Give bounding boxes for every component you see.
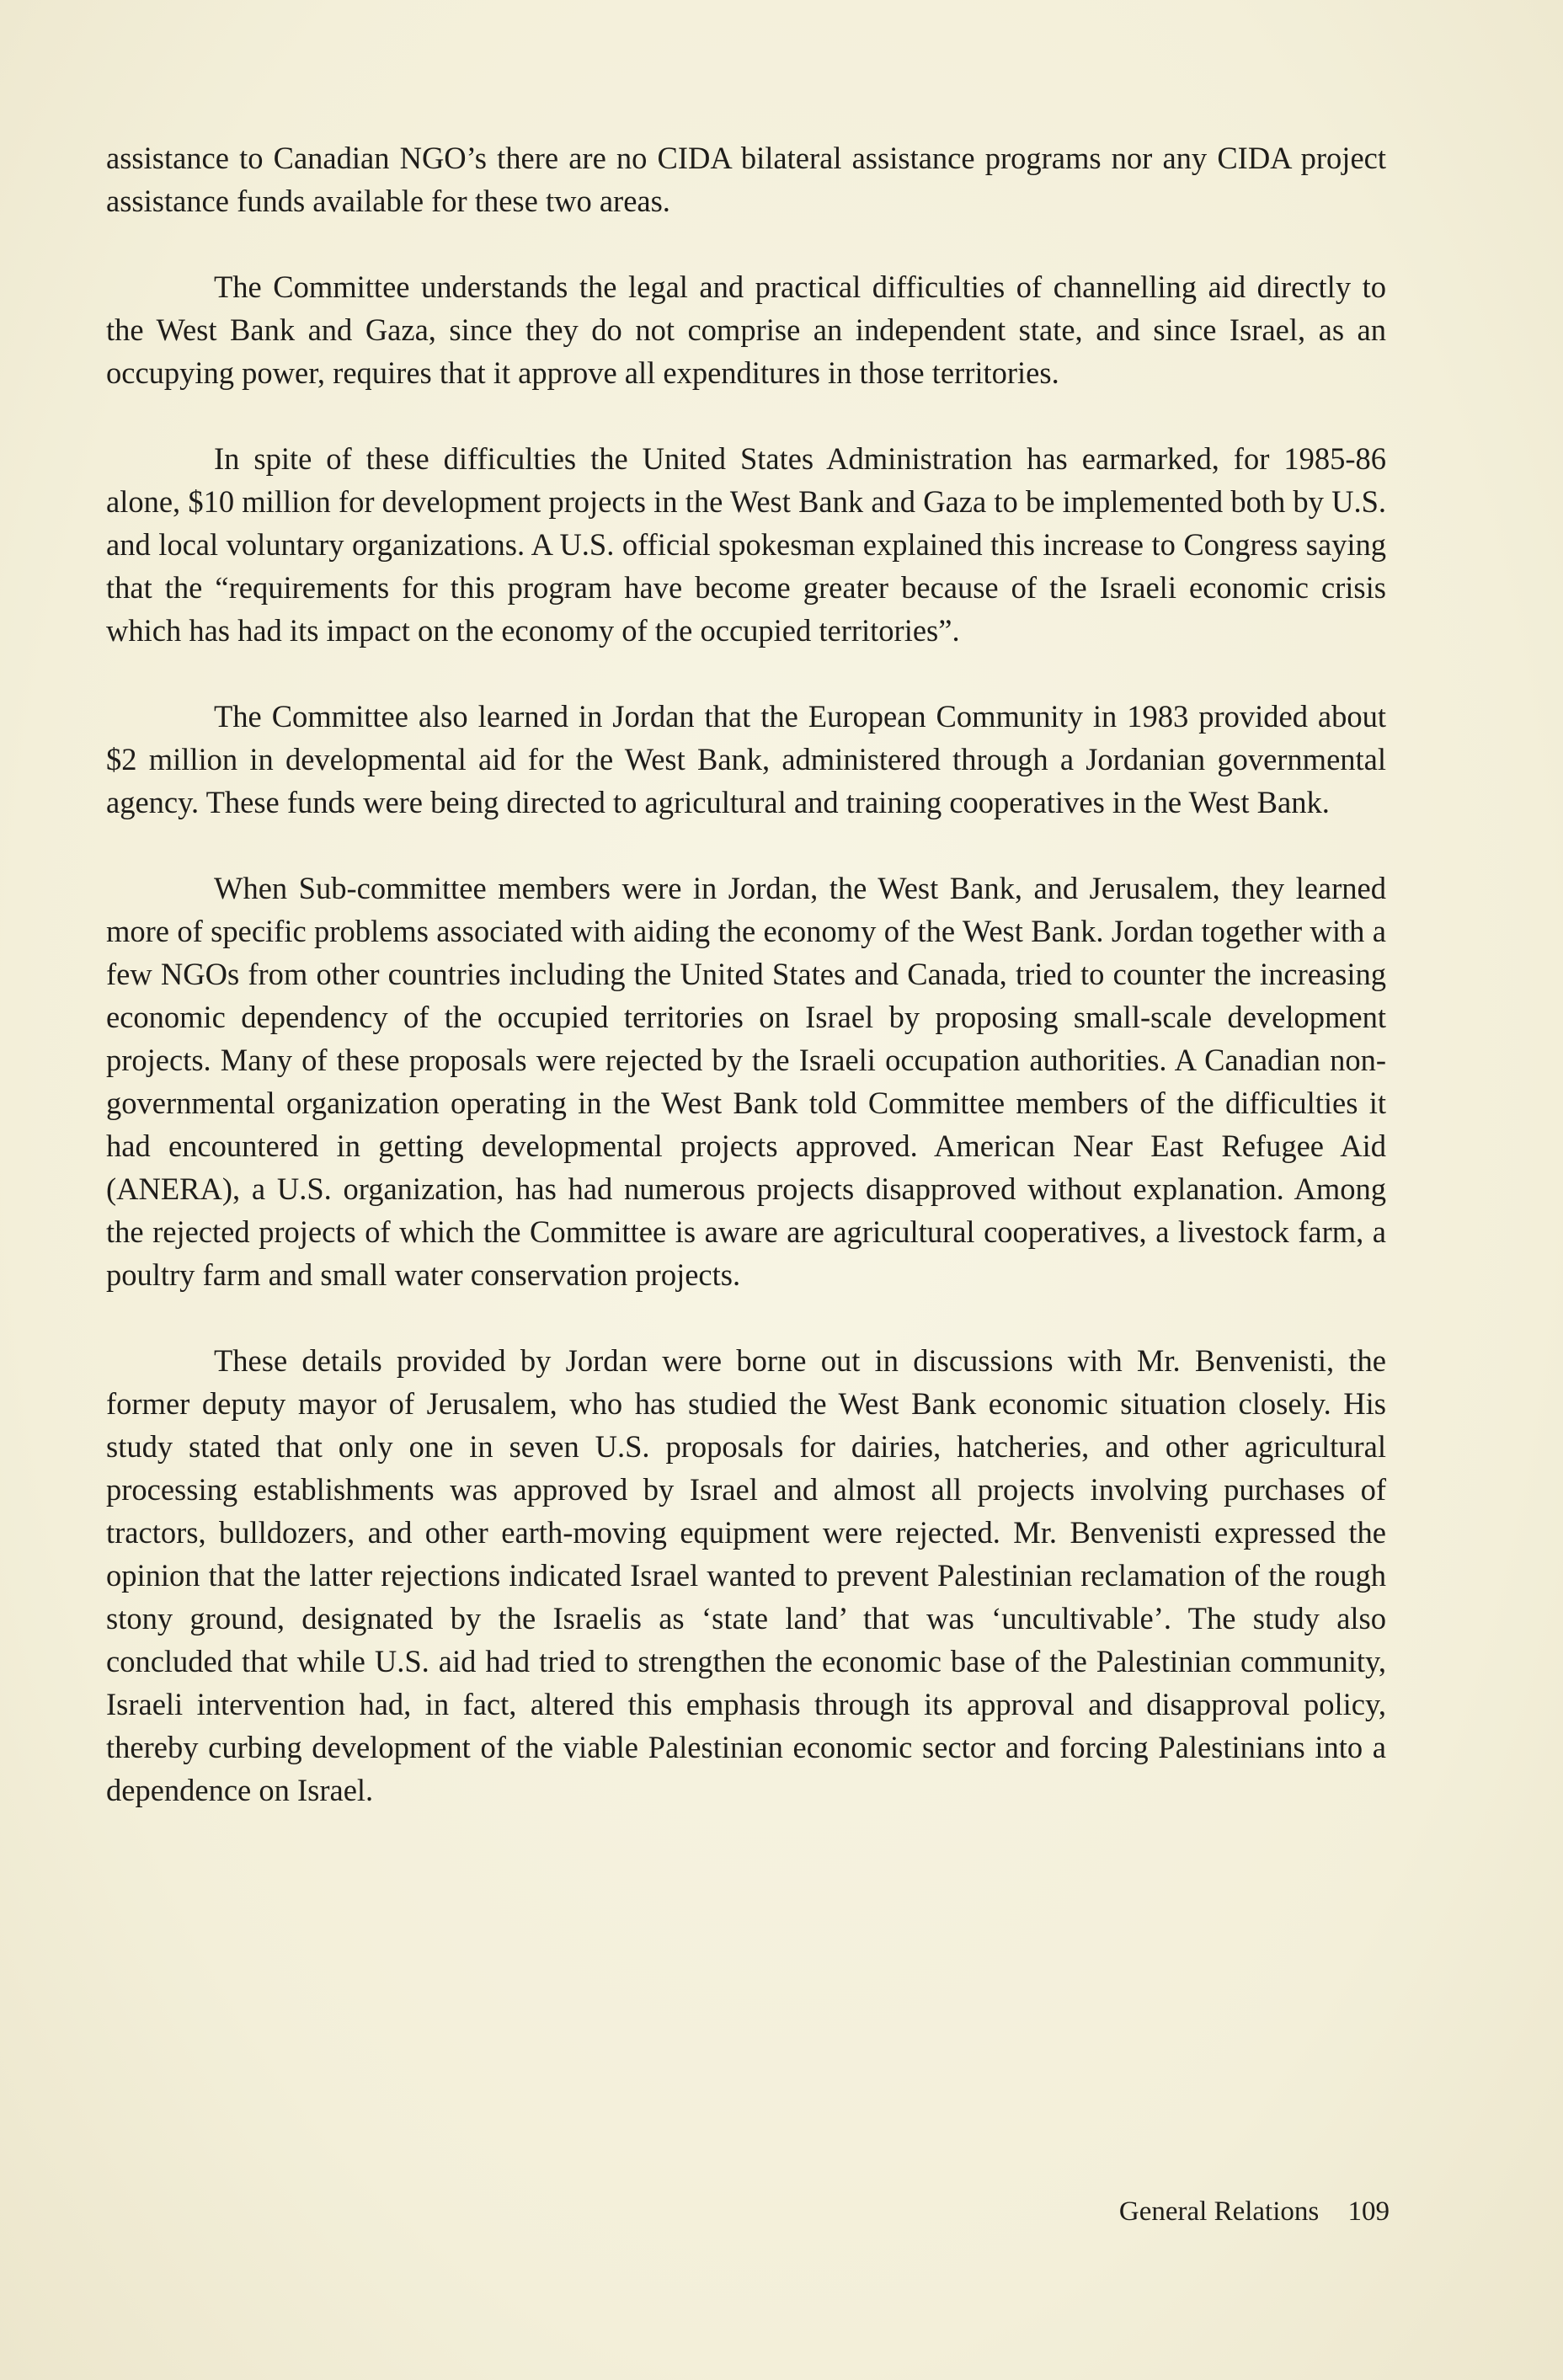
body-text <box>106 136 1386 1854</box>
paragraph-us-administration: In spite of these difficulties the United States Administration has earmarked, for 1985-86 alone, $10 million for development projects in the West Bank and Gaza to be implemented both by U.S. and local voluntary organizations. A U.S. official spokesman explained this increase to Congress saying that the “requirements for this program have become greater because of the Israeli economic crisis which has had its impact on the economy of the occupied territories”. <box>106 441 1386 648</box>
paragraph-benvenisti: These details provided by Jordan were borne out in discussions with Mr. Benvenisti, the former deputy mayor of Jerusalem, who has studied the West Bank economic situation closely. His study stated that only one in seven U.S. proposals for dairies, hatcheries, and other agricultural processing establishments was approved by Israel and almost all projects involving purchases of tractors, bulldozers, and other earth-moving equipment were rejected. Mr. Benvenisti expressed the opinion that the latter rejections indicated Israel wanted to prevent Palestinian reclamation of the rough stony ground, designated by the Israelis as ‘state land’ that was ‘uncultivable’. The study also concluded that while U.S. aid had tried to strengthen the economic base of the Palestinian community, Israeli intervention had, in fact, altered this emphasis through its approval and disapproval policy, thereby curbing development of the viable Palestinian economic sector and forcing Palestinians into a dependence on Israel. <box>106 1343 1386 1807</box>
page-footer <box>1119 2196 1390 2228</box>
paragraph-sub-committee: When Sub-committee members were in Jordan, the West Bank, and Jerusalem, they learned more of specific problems associated with aiding the economy of the West Bank. Jordan together with a few NGOs from other countries including the United States and Canada, tried to counter the increasing economic dependency of the occupied territories on Israel by proposing small-scale development projects. Many of these proposals were rejected by the Israeli occupation authorities. A Canadian non-governmental organization operating in the West Bank told Committee members of the difficulties it had encountered in getting developmental projects approved. American Near East Refugee Aid (ANERA), a U.S. organization, has had numerous projects disapproved without explanation. Among the rejected projects of which the Committee is aware are agricultural cooperatives, a livestock farm, a poultry farm and small water conservation projects. <box>106 871 1386 1292</box>
paragraph-legal-difficulties: The Committee understands the legal and practical difficulties of channelling aid directly to the West Bank and Gaza, since they do not comprise an independent state, and since Israel, as an occupying power, requires that it approve all expenditures in those territories. <box>106 269 1386 390</box>
footer-section-title: General Relations <box>1118 2196 1320 2227</box>
paragraph-european-community: The Committee also learned in Jordan that the European Community in 1983 provided about $2 million in developmental aid for the West Bank, administered through a Jordanian governmental agency. These funds were being directed to agricultural and training cooperatives in the West Bank. <box>106 699 1386 819</box>
paragraph-continuation: assistance to Canadian NGO’s there are no CIDA bilateral assistance programs nor any CIDA project assistance funds available for these two areas. <box>106 141 1386 218</box>
page-number: 109 <box>1347 2196 1390 2227</box>
